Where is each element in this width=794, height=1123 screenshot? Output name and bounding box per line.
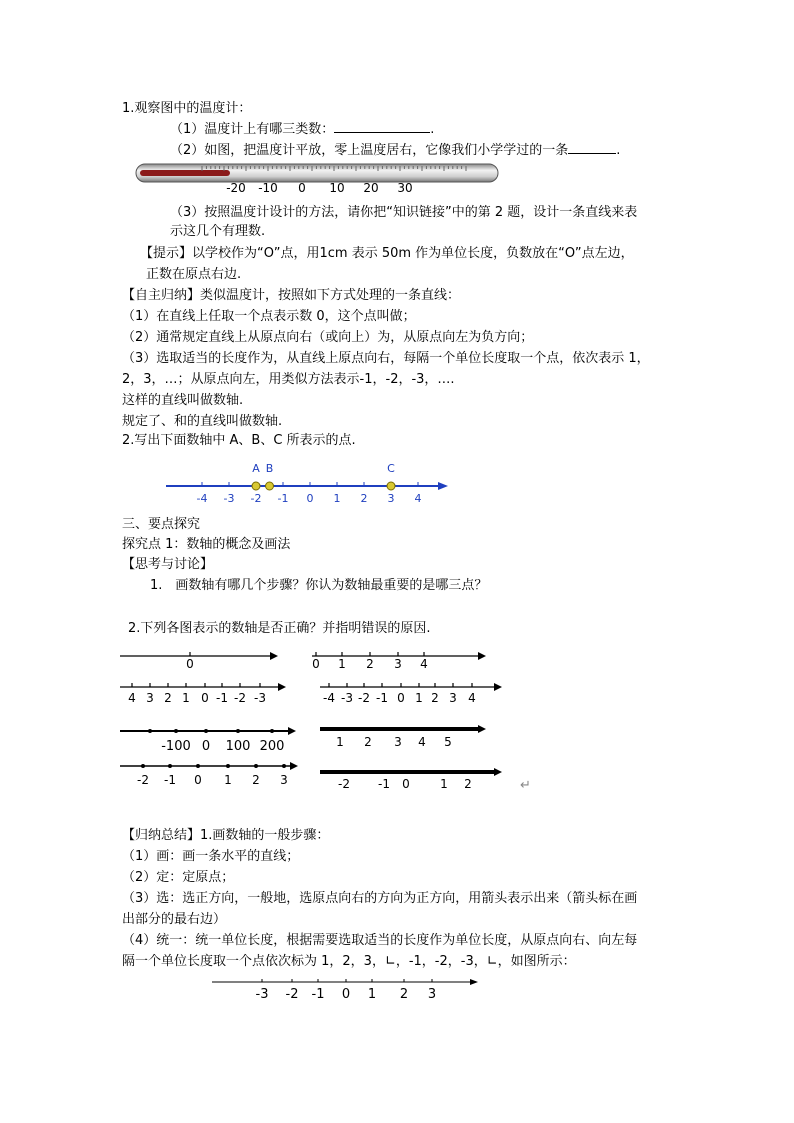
tick-label: 3 — [387, 492, 395, 505]
q1-sub1: （1）温度计上有哪三类数： . — [170, 122, 435, 137]
q1-sub3a: （3）按照温度计设计的方法，请你把“知识链接”中的第 2 题，设计一条直线来表 — [170, 205, 638, 220]
q1-title: 1.观察图中的温度计： — [122, 101, 252, 116]
tick-label: -3 — [255, 987, 269, 1002]
tick-label: 0 — [201, 739, 211, 754]
axis-dot — [404, 770, 408, 774]
axis-example-6 — [320, 725, 486, 749]
tick-label: -100 — [161, 739, 191, 754]
point-label: B — [265, 462, 274, 475]
tick-label: -4 — [196, 492, 208, 505]
axis-dot — [342, 770, 346, 774]
tick-label: 5 — [444, 735, 452, 749]
axis-dot — [168, 764, 172, 768]
axis-dot — [141, 764, 145, 768]
tick-label: 4 — [128, 691, 136, 705]
summary2-st3b: 出部分的最右边） — [122, 912, 227, 927]
thermometer-label: 10 — [329, 181, 345, 195]
summary1-s2: （2）通常规定直线上从原点向右（或向上）为，从原点向左为负方向； — [122, 330, 534, 345]
tick-label: 0 — [306, 492, 314, 505]
discuss-q1: 1. 画数轴有哪几个步骤？你认为数轴最重要的是哪三点？ — [150, 578, 488, 593]
point-label: A — [252, 462, 260, 475]
axis-dot — [196, 764, 200, 768]
tick-label: 3 — [394, 657, 402, 671]
tick-label: 4 — [468, 691, 476, 705]
thermometer-label: 20 — [363, 181, 379, 195]
tick-label: -1 — [164, 773, 176, 787]
summary2-st4b: 隔一个单位长度取一个点依次标为 1，2，3，∟，-1，-2，-3，∟，如图所示： — [122, 954, 576, 969]
axis-example-2 — [312, 652, 486, 671]
tick-label: -2 — [285, 987, 299, 1002]
tick-label: -1 — [311, 987, 325, 1002]
tick-label: 3 — [394, 735, 402, 749]
tick-label: -1 — [277, 492, 289, 505]
tick-label: -1 — [376, 691, 388, 705]
tick-label: 1 — [336, 735, 344, 749]
summary1-heading: 【自主归纳】类似温度计，按照如下方式处理的一条直线： — [122, 288, 461, 303]
tick-label: 0 — [186, 657, 194, 671]
tick-label: 2 — [164, 691, 172, 705]
tick-label: -1 — [216, 691, 228, 705]
q1-hint-a: 【提示】以学校作为“O”点，用1cm 表示 50m 作为单位长度，负数放在“O”点左边， — [140, 246, 634, 261]
axis-example-4 — [320, 683, 502, 705]
tick-label: 2 — [364, 735, 372, 749]
axis-dot — [446, 727, 450, 731]
summary2-st2: （2）定：定原点； — [122, 870, 235, 885]
tick-label: -1 — [378, 777, 390, 791]
tick-label: -2 — [250, 492, 262, 505]
tick-label: 4 — [414, 492, 422, 505]
tick-label: 1 — [367, 987, 377, 1002]
tick-label: 2 — [360, 492, 368, 505]
thermometer-label: -10 — [258, 181, 278, 195]
return-mark: ↵ — [520, 778, 531, 793]
tick-label: 4 — [418, 735, 426, 749]
summary2-st4a: （4）统一：统一单位长度，根据需要选取适当的长度作为单位长度，从原点向右、向左每 — [122, 933, 638, 948]
summary1-s3b: 2，3，…；从原点向左，用类似方法表示-1，-2，-3，…. — [122, 372, 455, 387]
axis-dot — [254, 764, 258, 768]
summary1-s3a: （3）选取适当的长度作为，从直线上原点向右，每隔一个单位长度取一个点，依次表示 1， — [122, 351, 650, 366]
axis-dot — [236, 729, 240, 733]
tick-label: 2 — [464, 777, 472, 791]
summary1-s1: （1）在直线上任取一个点表示数 0，这个点叫做； — [122, 309, 416, 324]
axis-dot — [382, 770, 386, 774]
tick-label: 0 — [312, 657, 320, 671]
tick-label: 3 — [427, 987, 437, 1002]
axis-dot — [270, 729, 274, 733]
section-point1: 探究点 1：数轴的概念及画法 — [122, 537, 291, 552]
axis-dot — [174, 729, 178, 733]
axis-example-5 — [120, 727, 296, 754]
tick-label: 0 — [194, 773, 202, 787]
tick-label: 200 — [259, 739, 285, 754]
tick-label: 1 — [440, 777, 448, 791]
axis-example-1 — [120, 652, 278, 671]
summary2-st1: （1）画：画一条水平的直线； — [122, 849, 300, 864]
summary2-st3a: （3）选：选正方向，一般地，选原点向右的方向为正方向，用箭头表示出来（箭头标在画 — [122, 891, 638, 906]
tick-label: -4 — [323, 691, 335, 705]
tick-label: 3 — [449, 691, 457, 705]
axis-dot — [366, 727, 370, 731]
tick-label: -2 — [358, 691, 370, 705]
tick-label: -3 — [223, 492, 235, 505]
tick-label: 2 — [399, 987, 409, 1002]
thermometer-label: 0 — [298, 181, 306, 195]
discuss-q2: 2.下列各图表示的数轴是否正确？并指明错误的原因. — [128, 621, 431, 636]
q1-sub3b: 示这几个有理数. — [170, 224, 266, 239]
tick-label: 0 — [402, 777, 410, 791]
tick-label: 1 — [182, 691, 190, 705]
tick-label: 2 — [252, 773, 260, 787]
axis-dot — [420, 727, 424, 731]
tick-label: 100 — [225, 739, 251, 754]
axis-dot — [466, 770, 470, 774]
tick-label: 4 — [420, 657, 428, 671]
axis-dot — [148, 729, 152, 733]
tick-label: 1 — [224, 773, 232, 787]
thermometer-label: 30 — [397, 181, 413, 195]
tick-label: 0 — [397, 691, 405, 705]
summary2-heading: 【归纳总结】1.画数轴的一般步骤： — [122, 828, 330, 843]
tick-label: 0 — [341, 987, 351, 1002]
tick-label: 1 — [333, 492, 341, 505]
section-discuss: 【思考与讨论】 — [122, 557, 214, 572]
summary1-s4: 这样的直线叫做数轴. — [122, 393, 244, 408]
q1-hint-b: 正数在原点右边. — [146, 267, 242, 282]
axis-dot — [468, 727, 472, 731]
axis-example-8 — [320, 768, 502, 791]
tick-label: -3 — [341, 691, 353, 705]
tick-label: -2 — [137, 773, 149, 787]
tick-label: -2 — [234, 691, 246, 705]
tick-label: 1 — [338, 657, 346, 671]
thermometer-label: -20 — [226, 181, 246, 195]
final-number-line — [210, 974, 480, 1006]
q1-sub2: （2）如图，把温度计平放，零上温度居右，它像我们小学学过的一条 . — [170, 143, 621, 158]
tick-label: 0 — [201, 691, 209, 705]
tick-label: 2 — [366, 657, 374, 671]
axis-dot — [226, 764, 230, 768]
axis-dot — [396, 727, 400, 731]
tick-label: 3 — [280, 773, 288, 787]
tick-label: -2 — [338, 777, 350, 791]
axis-dot — [204, 729, 208, 733]
q2-title: 2.写出下面数轴中 A、B、C 所表示的点. — [122, 433, 356, 448]
axis-dot — [282, 764, 286, 768]
tick-label: 2 — [431, 691, 439, 705]
axis-example-3 — [120, 683, 286, 705]
axis-example-7 — [120, 762, 298, 787]
axis-dot — [338, 727, 342, 731]
section-heading: 三、要点探究 — [122, 517, 201, 532]
point-label: C — [387, 462, 395, 475]
tick-label: -3 — [254, 691, 266, 705]
summary1-s5: 规定了、和的直线叫做数轴. — [122, 414, 283, 429]
tick-label: 1 — [415, 691, 423, 705]
tick-label: 3 — [146, 691, 154, 705]
axis-dot — [442, 770, 446, 774]
